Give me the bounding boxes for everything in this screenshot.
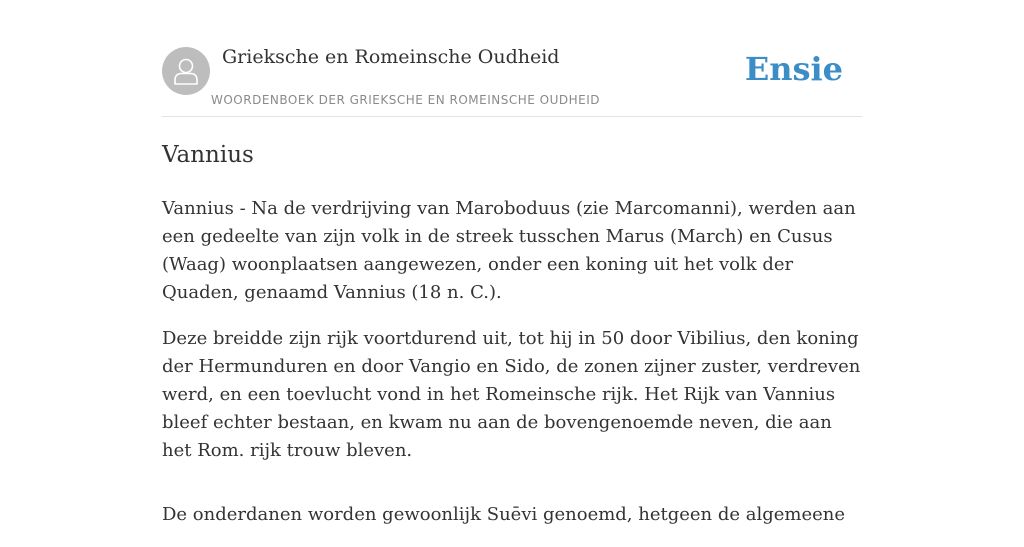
entry-title: Vannius [162, 142, 254, 168]
entry-paragraph-3: De onderdanen worden gewoonlijk Suēvi genoemd, hetgeen de algemeene [162, 504, 846, 525]
entry-paragraph-1: Vannius - Na de verdrijving van Maroboduus (zie Marcomanni), werden aan een gedeelte van zijn volk in de streek tusschen Marus (March) en Cusus (Waag) woonplaatsen aangewezen, onder een koning uit het volk der Quaden, genaamd Vannius (18 n. C.). [162, 198, 856, 303]
ensie-logo[interactable]: Ensie [744, 50, 843, 88]
source-title-link[interactable]: Grieksche en Romeinsche Oudheid [222, 46, 560, 68]
entry-content [162, 138, 862, 547]
entry-paragraph-2: Deze breidde zijn rijk voortdurend uit, tot hij in 50 door Vibilius, den koning der Hermunduren en door Vangio en Sido, de zonen zijner zuster, verdreven werd, en een toevlucht vond in het Romeinsche rijk. Het Rijk van Vannius bleef echter bestaan, en kwam nu aan de bovengenoemde neven, die aan het Rom. rijk trouw bleven. [162, 328, 861, 461]
source-avatar[interactable] [162, 47, 210, 95]
source-subtitle: WOORDENBOEK DER GRIEKSCHE EN ROMEINSCHE OUDHEID [211, 93, 601, 107]
source-header [162, 46, 862, 117]
user-avatar-icon [172, 56, 200, 86]
